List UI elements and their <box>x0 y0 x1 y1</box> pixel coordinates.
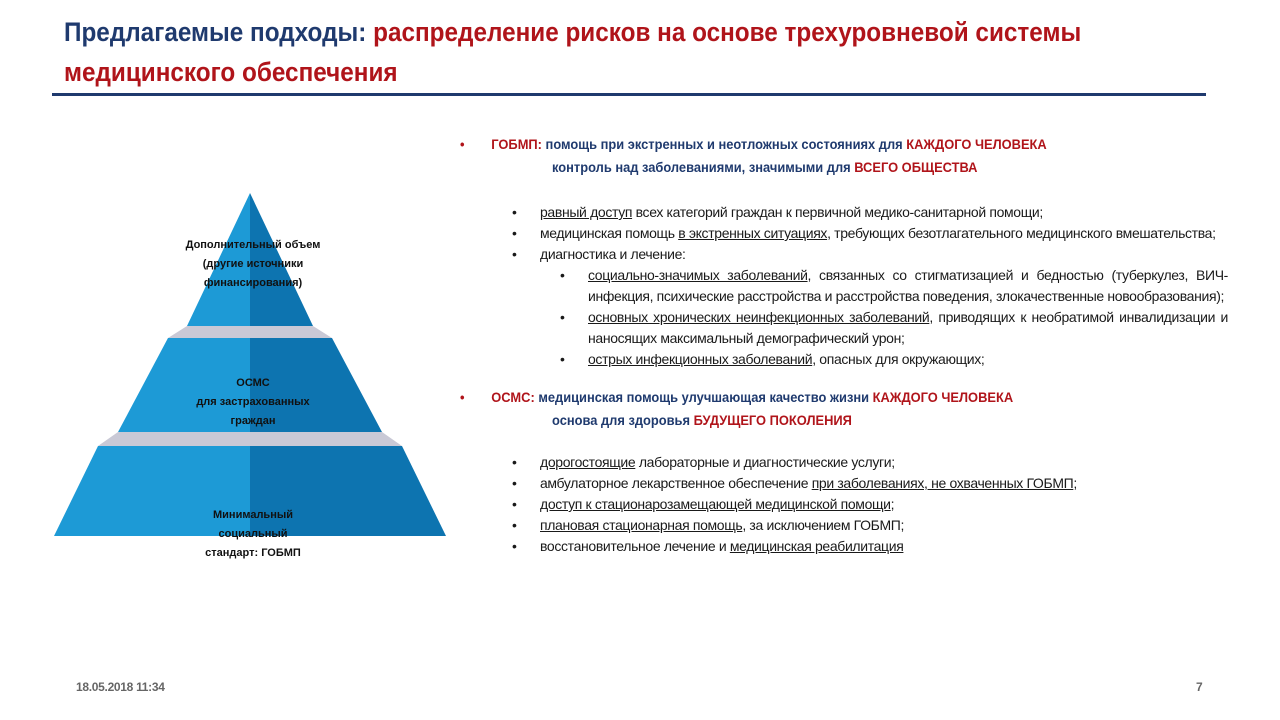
osms-header <box>460 386 1167 432</box>
content-panel <box>460 133 1228 557</box>
osms-line-2 <box>552 409 1167 432</box>
title-divider <box>52 93 1206 96</box>
page-number: 7 <box>1196 680 1203 694</box>
pyramid-top-label-3: финансирования) <box>203 277 303 289</box>
gobmp-line-1 <box>491 133 1166 156</box>
pyramid-gap-lower <box>98 432 402 446</box>
pyramid-bottom-label-3: стандарт: ГОБМП <box>205 547 301 559</box>
pyramid-bottom-tier-right <box>250 446 446 536</box>
gobmp-bullet: • <box>460 136 465 152</box>
list-item: • острых инфекционных заболеваний, опасных для окружающих; <box>588 349 1228 370</box>
pyramid-middle-label-2: для застрахованных <box>196 396 310 408</box>
gobmp-line-2-text: контроль над заболеваниями, значимыми для <box>552 159 855 175</box>
osms-bullet: • <box>460 389 465 405</box>
pyramid-top-label-2: (другие источники <box>202 258 304 270</box>
pyramid-middle-label-3: граждан <box>230 415 276 427</box>
osms-line-1-text: медицинская помощь улучшающая качество жизни <box>534 389 873 405</box>
pyramid-bottom-tier-left <box>54 446 250 536</box>
osms-line-2-red: БУДУЩЕГО ПОКОЛЕНИЯ <box>693 412 852 428</box>
gobmp-list <box>540 202 1228 370</box>
list-item: • основных хронических неинфекционных заболеваний, приводящих к необратимой инвалидизации и наносящих максимальный демографический урон; <box>588 307 1228 349</box>
list-item: • диагностика и лечение: • социально-значимых заболеваний, связанных со стигматизацией и бедностью (туберкулез, ВИЧ-инфекция, психические расстройства и расстройства поведения, злокачественные новообразования); • основных хронических неинфекционных заболеваний, приводящих к необратимой инвалидизации и наносящих максимальный демографический урон; • острых инфекционных заболеваний, опасных для окружающих; <box>540 244 1228 370</box>
osms-label: ОСМС: <box>491 389 535 405</box>
list-item: • дорогостоящие лабораторные и диагностические услуги; <box>540 452 1228 473</box>
pyramid-bottom-label-2: социальный <box>218 528 288 540</box>
pyramid-bottom-label-1: Минимальный <box>213 509 293 521</box>
list-item: • амбулаторное лекарственное обеспечение при заболеваниях, не охваченных ГОБМП; <box>540 473 1228 494</box>
pyramid-middle-label-1: ОСМС <box>236 377 270 389</box>
osms-line-2-text: основа для здоровья <box>552 412 694 428</box>
title-prefix: Предлагаемые подходы: <box>64 17 374 47</box>
list-item: • медицинская помощь в экстренных ситуациях, требующих безотлагательного медицинского вмешательства; <box>540 223 1228 244</box>
osms-line-1-red: КАЖДОГО ЧЕЛОВЕКА <box>872 389 1014 405</box>
pyramid-diagram <box>50 190 450 559</box>
list-item: • социально-значимых заболеваний, связанных со стигматизацией и бедностью (туберкулез, ВИЧ-инфекция, психические расстройства и расстройства поведения, злокачественные новообразования); <box>588 265 1228 307</box>
title-red-line-2: медицинского обеспечения <box>64 57 398 87</box>
osms-list <box>540 452 1228 557</box>
gobmp-sublist <box>588 265 1228 370</box>
gobmp-label: ГОБМП: <box>491 136 542 152</box>
title-line-1 <box>64 12 1099 52</box>
gobmp-line-1-text: помощь при экстренных и неотложных состояниях для <box>541 136 907 152</box>
list-item: • восстановительное лечение и медицинская реабилитация <box>540 536 1228 557</box>
osms-line-1 <box>491 386 1166 409</box>
page-title <box>64 12 1099 92</box>
title-red-line-1: распределение рисков на основе трехуровневой системы <box>373 17 1082 47</box>
list-item: • равный доступ всех категорий граждан к первичной медико-санитарной помощи; <box>540 202 1228 223</box>
list-item: • доступ к стационарозамещающей медицинской помощи; <box>540 494 1228 515</box>
list-item: • плановая стационарная помощь, за исключением ГОБМП; <box>540 515 1228 536</box>
gobmp-line-2 <box>552 156 1167 179</box>
gobmp-line-2-red: ВСЕГО ОБЩЕСТВА <box>854 159 978 175</box>
gobmp-header <box>460 133 1167 179</box>
footer-date: 18.05.2018 11:34 <box>76 680 165 694</box>
pyramid-gap-upper <box>168 326 332 338</box>
pyramid-top-label-1: Дополнительный объем <box>185 239 321 251</box>
gobmp-line-1-red: КАЖДОГО ЧЕЛОВЕКА <box>906 136 1047 152</box>
